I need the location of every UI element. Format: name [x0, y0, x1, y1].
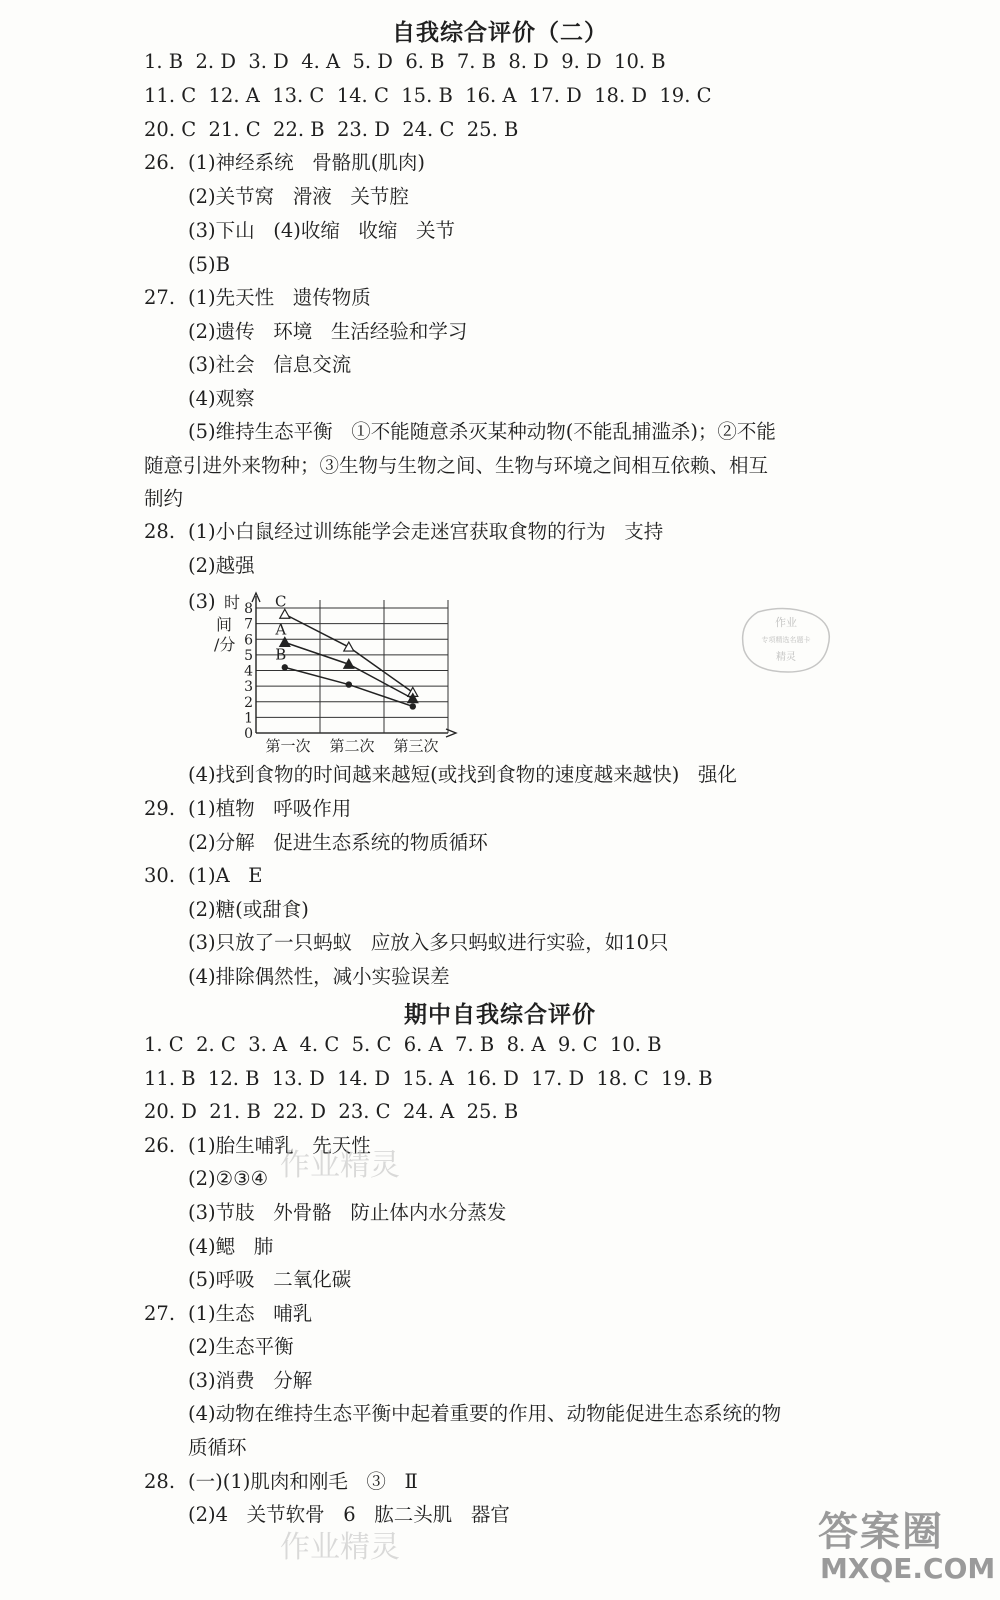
question-number: 26. [144, 1134, 176, 1157]
mc-answers-row-1: 1. C 2. C 3. A 4. C 5. C 6. A 7. B 8. A 9. C 10. B [144, 1033, 662, 1056]
y-tick-label: 7 [244, 616, 253, 633]
section-title-midterm: 期中自我综合评价 [404, 1002, 596, 1028]
y-tick-label: 0 [244, 726, 253, 742]
question-number: 29. [144, 797, 176, 820]
answer-line: (2)遗传 环境 生活经验和学习 [188, 320, 468, 343]
mc-answers-row-3: 20. C 21. C 22. B 23. D 24. C 25. B [144, 118, 519, 141]
question-27 [144, 1301, 312, 1327]
answer-line: (3)只放了一只蚂蚁 应放入多只蚂蚁进行实验，如10只 [188, 931, 669, 954]
y-axis-label: /分 [214, 635, 236, 654]
watermark-text: 作业精灵 [280, 1148, 400, 1183]
y-axis-label: 间 [216, 615, 233, 634]
stamp-text-top: 作业 [775, 616, 797, 629]
answer-line: (4)鳃 肺 [188, 1235, 274, 1258]
answer-line: (一)(1)肌肉和刚毛 ③ Ⅱ [188, 1470, 418, 1493]
x-tick-label: 第二次 [329, 737, 375, 755]
y-tick-label: 2 [244, 694, 253, 711]
mc-answers-row-3: 20. D 21. B 22. D 23. C 24. A 25. B [144, 1100, 519, 1123]
x-tick-label: 第一次 [265, 737, 311, 755]
logo-name: 答案圈 [818, 1509, 944, 1555]
answer-line: (1)胎生哺乳 先天性 [188, 1134, 371, 1157]
answer-line: (4)观察 [188, 387, 255, 410]
answer-line: (5)B [188, 253, 230, 276]
maze-time-line-chart [186, 588, 476, 766]
y-tick-label: 3 [244, 679, 253, 696]
mc-answers-row-1: 1. B 2. D 3. D 4. A 5. D 6. B 7. B 8. D 9. D 10. B [144, 50, 666, 73]
question-27 [144, 285, 371, 311]
answer-line: (2)越强 [188, 554, 255, 577]
answer-line: (1)A E [188, 864, 263, 887]
answer-line: (1)小白鼠经过训练能学会走迷宫获取食物的行为 支持 [188, 520, 664, 543]
answer-line: (2)关节窝 滑液 关节腔 [188, 185, 409, 208]
stamp-text-bot: 精灵 [776, 652, 796, 663]
answer-line: (1)神经系统 骨骼肌(肌肉) [188, 151, 425, 174]
mc-answers-row-2: 11. C 12. A 13. C 14. C 15. B 16. A 17. D 18. D 19. C [144, 84, 712, 107]
question-30 [144, 863, 263, 889]
answer-line: (3) [188, 590, 216, 613]
answer-line: (3)下山 (4)收缩 收缩 关节 [188, 219, 456, 242]
answer-line: (3)节肢 外骨骼 防止体内水分蒸发 [188, 1201, 507, 1224]
series-label-C: C [275, 592, 287, 611]
site-logo [810, 1500, 996, 1595]
series-label-A: A [275, 620, 287, 639]
answer-line: (2)4 关节软骨 6 肱二头肌 器官 [188, 1503, 510, 1526]
question-28 [144, 1469, 418, 1495]
data-point-C [344, 642, 354, 651]
answer-line: (4)排除偶然性，减小实验误差 [188, 965, 450, 988]
logo-url: MXQE.COM [820, 1552, 996, 1585]
answer-line: 随意引进外来物种；③生物与生物之间、生物与环境之间相互依赖、相互 [144, 454, 769, 477]
answer-line: (3)消费 分解 [188, 1369, 313, 1392]
y-tick-label: 6 [244, 632, 253, 649]
data-point-B [346, 681, 352, 687]
question-number: 27. [144, 286, 176, 309]
series-label-B: B [275, 645, 287, 664]
answer-line: (2)糖(或甜食) [188, 898, 309, 921]
publisher-stamp [738, 606, 834, 676]
data-point-B [410, 703, 416, 709]
y-tick-label: 5 [244, 647, 253, 664]
answer-line: (1)植物 呼吸作用 [188, 797, 352, 820]
mc-answers-row-2: 11. B 12. B 13. D 14. D 15. A 16. D 17. D 18. C 19. B [144, 1067, 713, 1090]
x-tick-label: 第三次 [393, 737, 439, 755]
question-28 [144, 519, 663, 545]
y-tick-label: 1 [244, 710, 253, 727]
answer-line: (3)社会 信息交流 [188, 353, 352, 376]
answer-line: (5)呼吸 二氧化碳 [188, 1268, 352, 1291]
data-point-C [280, 609, 290, 618]
answer-line: (4)动物在维持生态平衡中起着重要的作用、动物能促进生态系统的物 [188, 1402, 782, 1425]
answer-line: (2)分解 促进生态系统的物质循环 [188, 831, 488, 854]
y-tick-label: 4 [244, 663, 253, 680]
section-title-review-2: 自我综合评价（二） [392, 20, 608, 46]
watermark-text: 作业精灵 [280, 1530, 400, 1565]
y-axis-label: 时 [224, 593, 241, 612]
y-tick-label: 8 [244, 601, 253, 617]
question-26 [144, 150, 425, 176]
stamp-text-mid: 专项精选名题卡 [761, 636, 811, 644]
question-number: 28. [144, 520, 176, 543]
answer-line: (2)②③④ [188, 1167, 269, 1190]
answer-line: 制约 [144, 487, 184, 510]
answer-line: (1)先天性 遗传物质 [188, 286, 371, 309]
answer-line: 质循环 [188, 1436, 247, 1459]
question-29 [144, 796, 351, 822]
answer-line: (4)找到食物的时间越来越短(或找到食物的速度越来越快) 强化 [188, 763, 737, 786]
answer-line: (5)维持生态平衡 ①不能随意杀灭某种动物(不能乱捕滥杀)；②不能 [188, 420, 776, 443]
question-number: 26. [144, 151, 176, 174]
question-number: 30. [144, 864, 176, 887]
series-line-C [285, 614, 413, 692]
question-number: 27. [144, 1302, 176, 1325]
data-point-B [282, 664, 288, 670]
answer-line: (2)生态平衡 [188, 1335, 294, 1358]
answer-line: (1)生态 哺乳 [188, 1302, 313, 1325]
question-number: 28. [144, 1470, 176, 1493]
